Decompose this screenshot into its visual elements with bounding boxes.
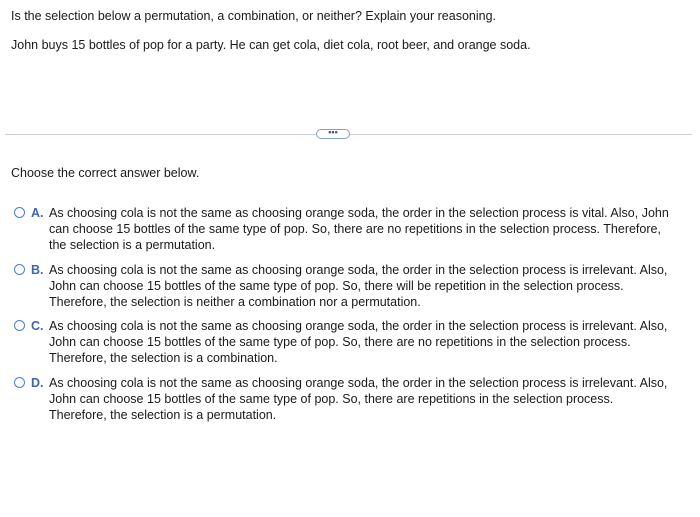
answer-option-c[interactable] bbox=[14, 318, 674, 366]
answer-option-b[interactable] bbox=[14, 262, 674, 310]
radio-button-c[interactable] bbox=[14, 320, 25, 331]
option-text-b: As choosing cola is not the same as choosing orange soda, the order in the selection process is irrelevant. Also, John can choose 15 bottles of the same type of pop. So, there will be repetition in the selection process. Therefore, the selection is neither a combination nor a permutation. bbox=[49, 263, 668, 309]
radio-button-d[interactable] bbox=[14, 377, 25, 388]
answer-option-d[interactable] bbox=[14, 375, 674, 423]
option-letter-a: A. bbox=[31, 206, 44, 220]
question-text: Is the selection below a permutation, a combination, or neither? Explain your reasoning. bbox=[11, 9, 497, 23]
option-text-a: As choosing cola is not the same as choosing orange soda, the order in the selection process is vital. Also, John can choose 15 bottles of the same type of pop. So, there are no repetitions in the selection process. Therefore, the selection is a permutation. bbox=[49, 206, 669, 252]
expand-button[interactable] bbox=[316, 129, 350, 139]
radio-button-a[interactable] bbox=[14, 207, 25, 218]
option-text-c: As choosing cola is not the same as choosing orange soda, the order in the selection process is irrelevant. Also, John can choose 15 bottles of the same type of pop. So, there are no repetitions in the selection process. Therefore, the selection is a combination. bbox=[49, 319, 668, 365]
answer-instruction: Choose the correct answer below. bbox=[11, 166, 200, 180]
option-text-d: As choosing cola is not the same as choosing orange soda, the order in the selection process is irrelevant. Also, John can choose 15 bottles of the same type of pop. So, there are repetitions in the selection process. Therefore, the selection is a permutation. bbox=[49, 376, 668, 422]
option-letter-c: C. bbox=[31, 319, 44, 333]
more-dots-icon: ••• bbox=[328, 127, 338, 137]
problem-prompt: John buys 15 bottles of pop for a party. He can get cola, diet cola, root beer, and orange soda. bbox=[11, 38, 531, 52]
option-letter-d: D. bbox=[31, 376, 44, 390]
radio-button-b[interactable] bbox=[14, 264, 25, 275]
answer-option-a[interactable] bbox=[14, 205, 674, 253]
option-letter-b: B. bbox=[31, 263, 44, 277]
